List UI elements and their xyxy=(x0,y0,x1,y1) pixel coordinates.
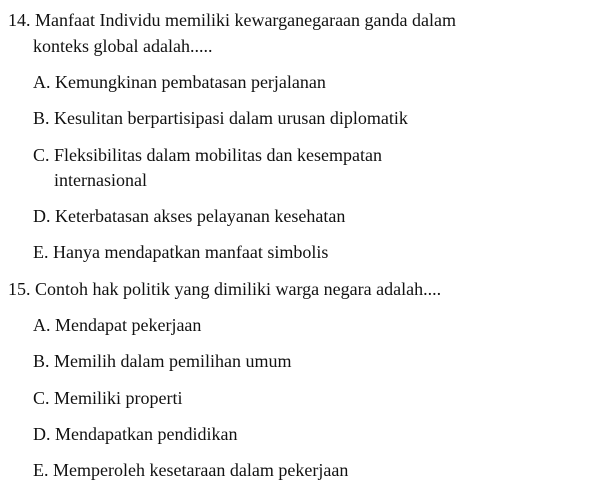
question-14-option-c-line-1: C. Fleksibilitas dalam mobilitas dan kesempatan xyxy=(33,145,382,165)
question-15-option-b: B. Memilih dalam pemilihan umum xyxy=(33,351,292,371)
question-15-option-c: C. Memiliki properti xyxy=(33,388,183,408)
question-14-option-a: A. Kemungkinan pembatasan perjalanan xyxy=(33,72,326,92)
question-15-option-e: E. Memperoleh kesetaraan dalam pekerjaan xyxy=(33,460,349,480)
question-15-option-a: A. Mendapat pekerjaan xyxy=(33,315,202,335)
question-15-stem: 15. Contoh hak politik yang dimiliki warga negara adalah.... xyxy=(8,279,442,299)
question-14-stem-line-2: konteks global adalah..... xyxy=(33,36,213,56)
question-14-option-c-line-2: internasional xyxy=(54,170,147,190)
question-15-option-d: D. Mendapatkan pendidikan xyxy=(33,424,238,444)
question-14-option-e: E. Hanya mendapatkan manfaat simbolis xyxy=(33,242,329,262)
question-14-option-d: D. Keterbatasan akses pelayanan kesehatan xyxy=(33,206,346,226)
question-14-option-b: B. Kesulitan berpartisipasi dalam urusan diplomatik xyxy=(33,108,408,128)
question-14-stem-line-1: 14. Manfaat Individu memiliki kewarganegaraan ganda dalam xyxy=(8,10,457,30)
